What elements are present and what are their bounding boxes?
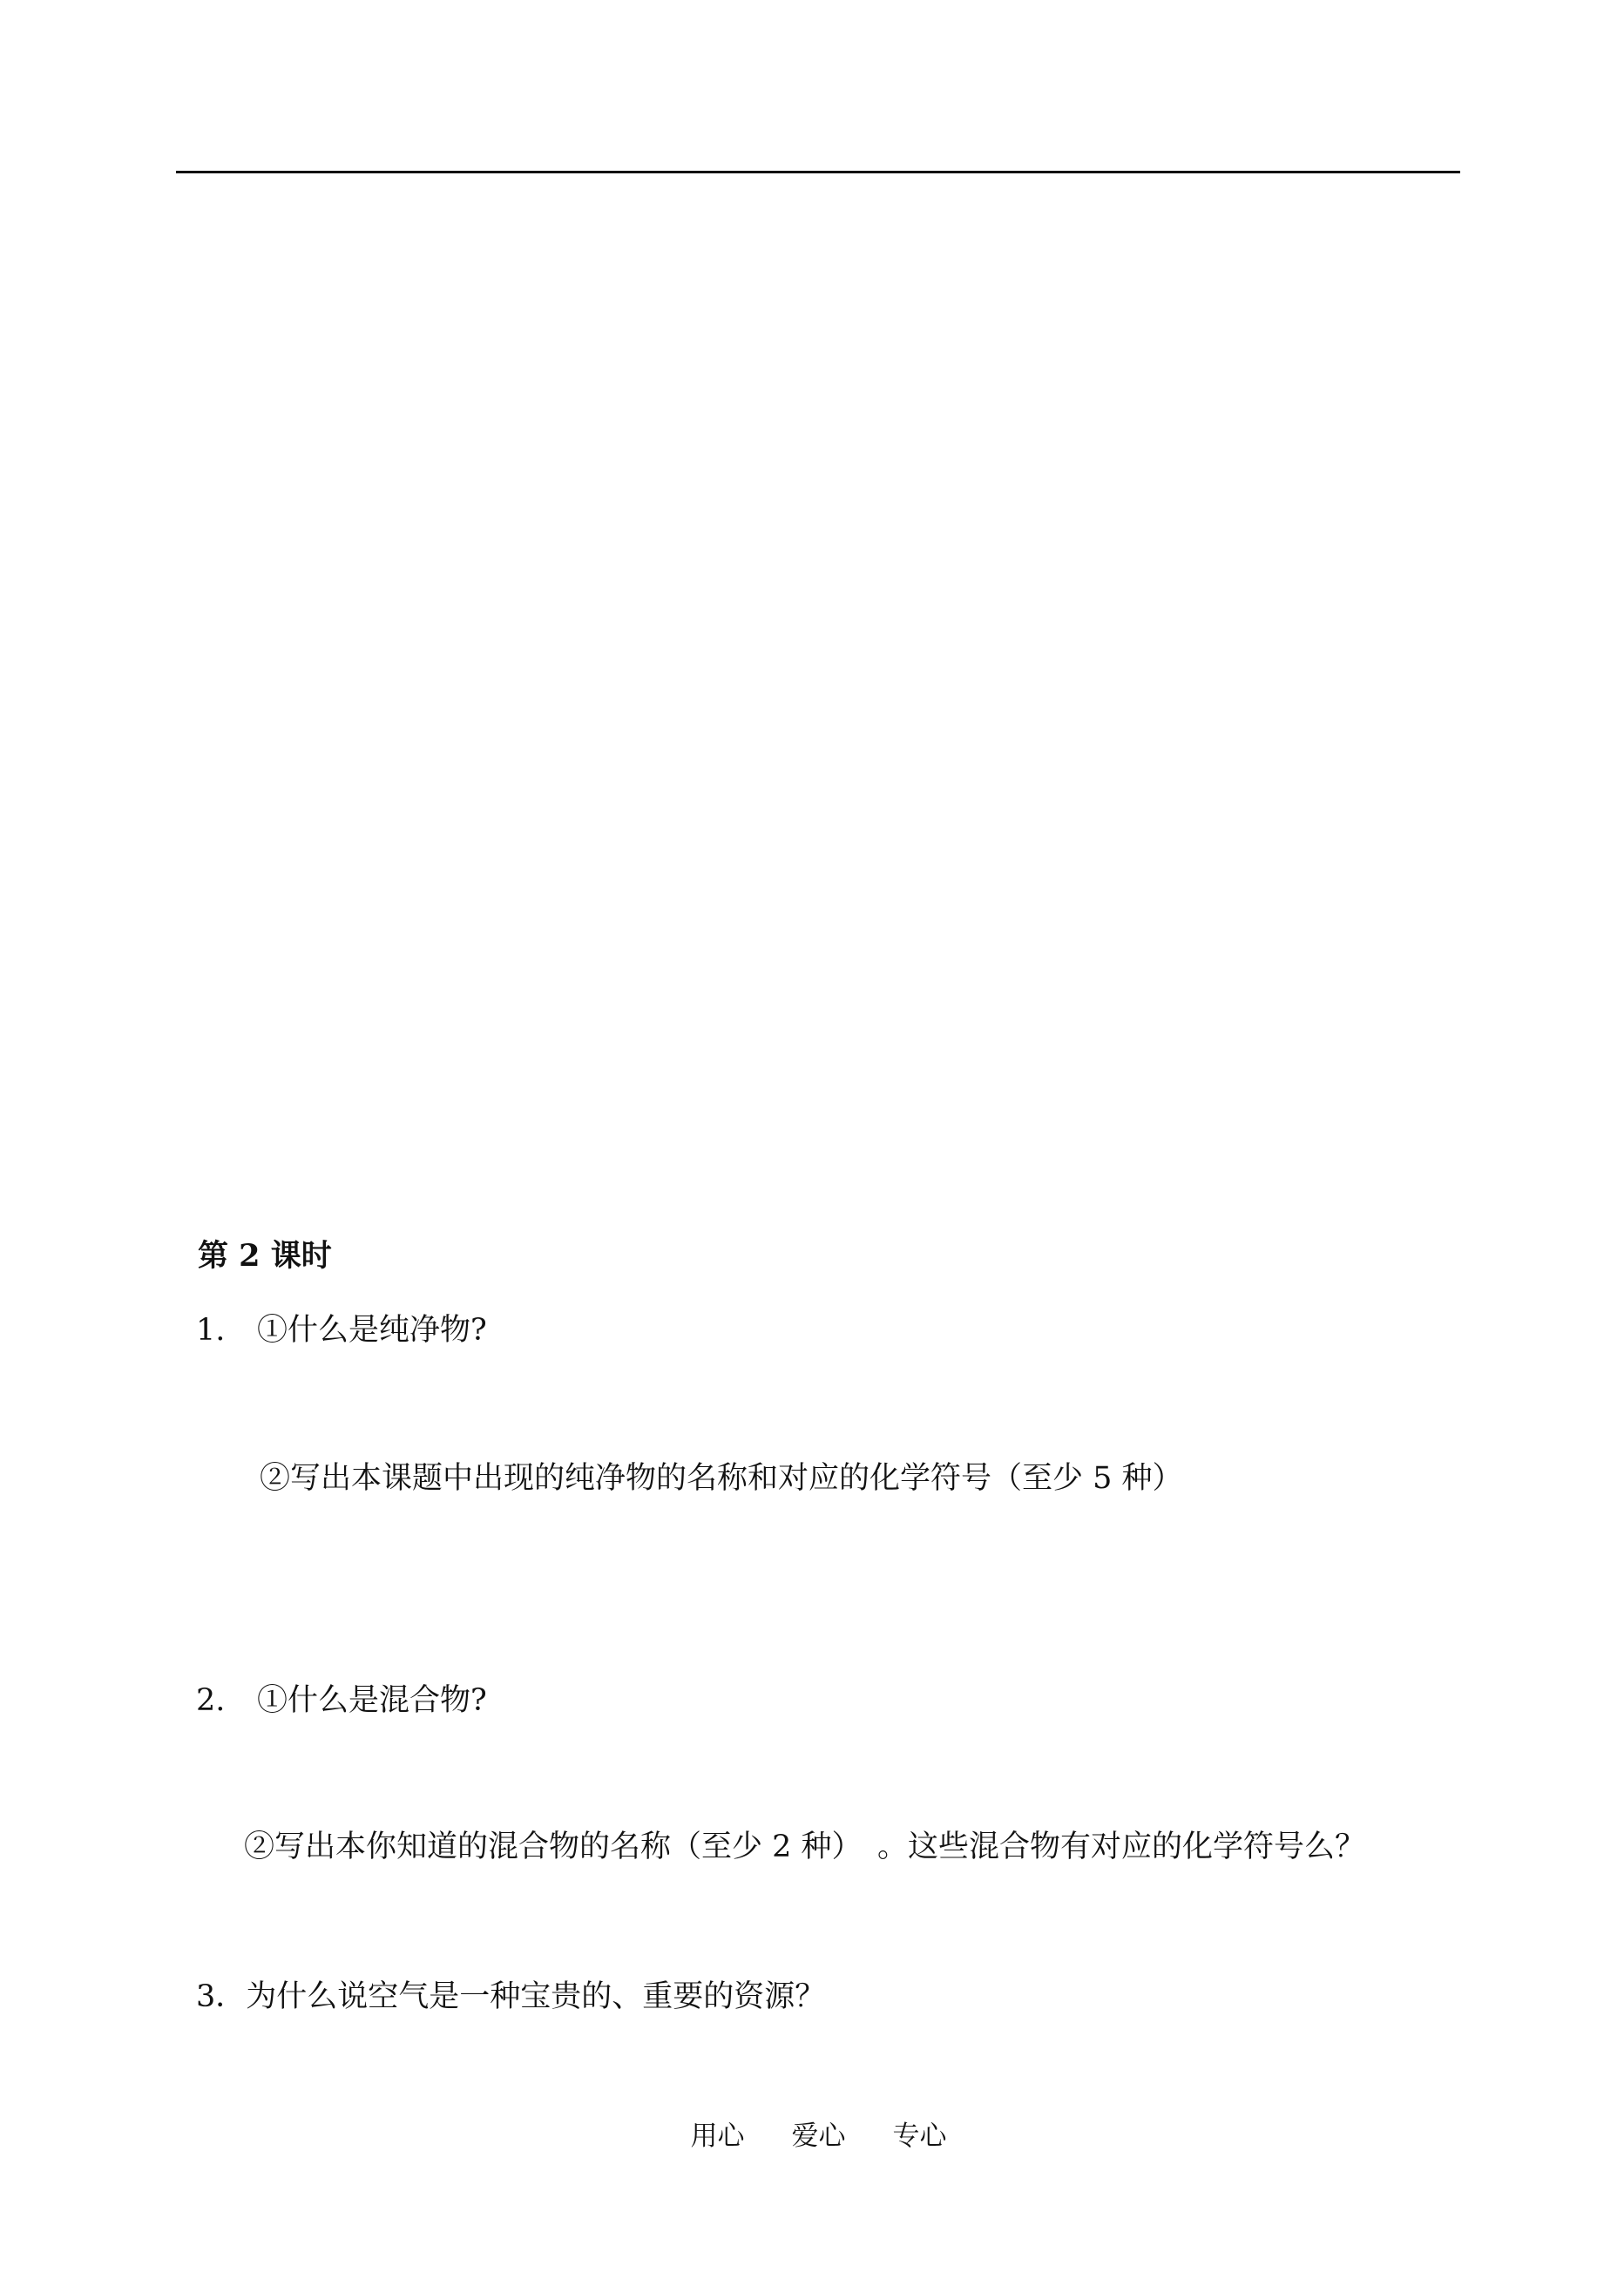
question-1-subquestion: ②写出本课题中出现的纯净物的名称和对应的化学符号（至少 5 种） bbox=[260, 1461, 1183, 1496]
footer-word-3: 专心 bbox=[892, 2121, 947, 2152]
question-3 bbox=[196, 1978, 825, 2016]
header-rule bbox=[176, 171, 1460, 173]
question-2-text: ①什么是混合物? bbox=[257, 1683, 487, 1718]
footer-word-2: 爱心 bbox=[791, 2121, 846, 2152]
question-1 bbox=[196, 1311, 487, 1349]
question-2 bbox=[196, 1681, 487, 1720]
question-3-text: 为什么说空气是一种宝贵的、重要的资源？ bbox=[246, 1979, 826, 2014]
question-1-number: 1. bbox=[196, 1313, 226, 1348]
question-1-text: ①什么是纯净物? bbox=[257, 1313, 487, 1348]
question-2-subquestion: ②写出本你知道的混合物的名称（至少 2 种） 。这些混合物有对应的化学符号么？ bbox=[244, 1830, 1366, 1864]
section-title: 第 2 课时 bbox=[198, 1238, 332, 1274]
question-3-number: 3． bbox=[196, 1979, 247, 2014]
page-footer bbox=[0, 2119, 1624, 2154]
footer-word-1: 用心 bbox=[690, 2121, 745, 2152]
question-2-number: 2. bbox=[196, 1683, 226, 1718]
